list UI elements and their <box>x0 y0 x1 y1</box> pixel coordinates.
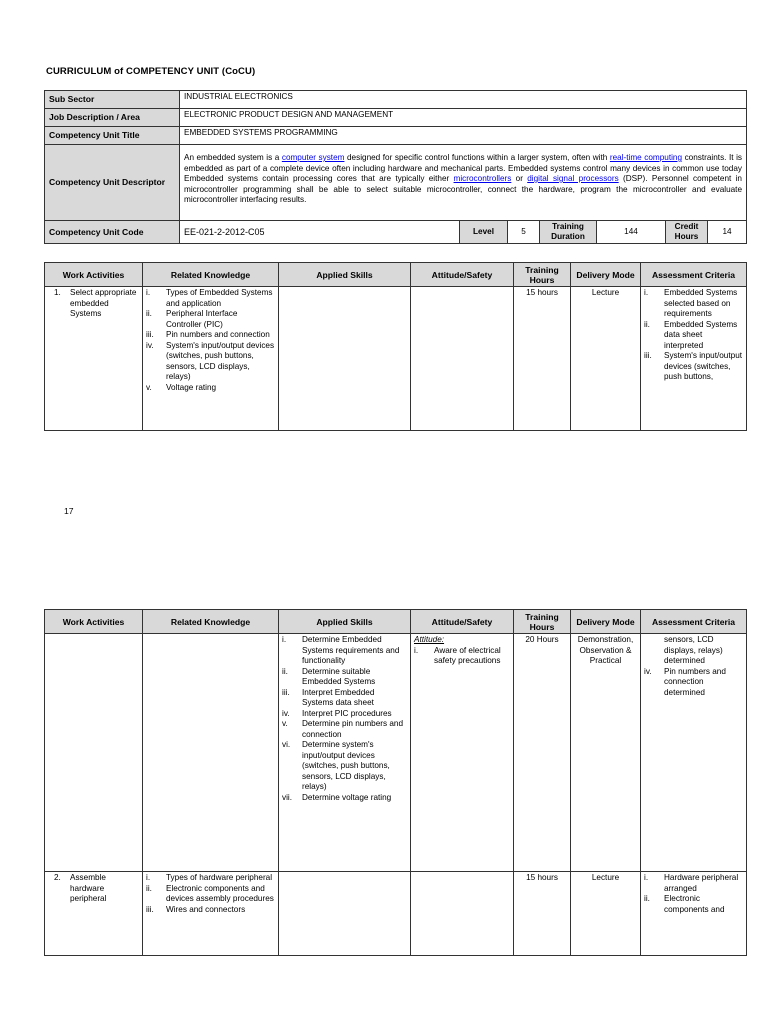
header-related-knowledge: Related Knowledge <box>143 263 279 287</box>
list-item: i. Determine Embedded Systems requirements and functionality <box>282 635 400 665</box>
attitude-safety-cell <box>411 634 514 872</box>
list-item: iii. Interpret Embedded Systems data sheet <box>282 687 375 707</box>
list-item: i. Types of Embedded Systems and application <box>146 288 273 308</box>
training-hours-cell: 15 hours <box>514 872 571 956</box>
header-work-activities: Work Activities <box>45 610 143 634</box>
delivery-mode-cell: Demonstration, Observation & Practical <box>571 634 641 872</box>
activities-table-1 <box>44 262 747 431</box>
list-item: i. Types of hardware peripheral <box>146 873 273 882</box>
activities-table-2 <box>44 609 747 956</box>
attitude-safety-cell <box>411 287 514 431</box>
training-duration-value: 144 <box>597 221 666 244</box>
training-hours-cell: 15 hours <box>514 287 571 431</box>
computer-system-link[interactable]: computer system <box>281 153 345 162</box>
document-title: CURRICULUM of COMPETENCY UNIT (CoCU) <box>46 66 256 77</box>
unit-code-label: Competency Unit Code <box>45 221 180 244</box>
header-work-activities: Work Activities <box>45 263 143 287</box>
related-knowledge-cell <box>143 872 279 956</box>
real-time-computing-link[interactable]: real-time computing <box>609 153 683 162</box>
digital-signal-processors-link[interactable]: digital signal processors <box>527 174 619 183</box>
header-related-knowledge: Related Knowledge <box>143 610 279 634</box>
header-assessment-criteria: Assessment Criteria <box>641 263 747 287</box>
assessment-continuation: sensors, LCD displays, relays) determined <box>664 635 723 665</box>
delivery-mode-cell: Lecture <box>571 872 641 956</box>
descriptor-label: Competency Unit Descriptor <box>45 145 180 221</box>
related-knowledge-cell <box>143 634 279 872</box>
list-item: iii. System's input/output devices (switches, push buttons, <box>644 351 743 381</box>
list-item: v. Voltage rating <box>146 382 217 392</box>
applied-skills-cell <box>279 872 411 956</box>
header-training-hours: Training Hours <box>514 610 571 634</box>
applied-skills-cell <box>279 634 411 872</box>
credit-hours-label: Credit Hours <box>666 221 708 244</box>
training-duration-label: Training Duration <box>540 221 597 244</box>
list-item: ii. Electronic components and <box>644 894 725 914</box>
attitude-heading: Attitude: <box>414 635 445 644</box>
list-item: ii. Determine suitable Embedded Systems <box>282 666 376 686</box>
list-item: ii. Embedded Systems data sheet interpreted <box>644 319 738 350</box>
assessment-criteria-cell <box>641 287 747 431</box>
level-label: Level <box>460 221 508 244</box>
job-description-label: Job Description / Area <box>45 109 180 127</box>
header-applied-skills: Applied Skills <box>279 610 411 634</box>
list-item: iv. System's input/output devices (switches, push buttons, sensors, LCD displays, relays) <box>146 340 275 381</box>
unit-code-value: EE-021-2-2012-C05 <box>180 221 460 244</box>
sub-sector-label: Sub Sector <box>45 91 180 109</box>
list-item: i. Embedded Systems selected based on requirements <box>644 288 738 318</box>
training-hours-cell: 20 Hours <box>514 634 571 872</box>
sub-sector-value: INDUSTRIAL ELECTRONICS <box>180 91 747 109</box>
header-delivery-mode: Delivery Mode <box>571 610 641 634</box>
related-knowledge-cell <box>143 287 279 431</box>
microcontrollers-link[interactable]: microcontrollers <box>453 174 512 183</box>
header-attitude-safety: Attitude/Safety <box>411 610 514 634</box>
list-item: iii. Wires and connectors <box>146 904 246 914</box>
assessment-criteria-cell <box>641 634 747 872</box>
delivery-mode-cell: Lecture <box>571 287 641 431</box>
list-item: i. Aware of electrical safety precautions <box>414 645 501 665</box>
header-assessment-criteria: Assessment Criteria <box>641 610 747 634</box>
list-item: iv. Pin numbers and connection determined <box>644 666 726 697</box>
list-item: i. Hardware peripheral arranged <box>644 873 739 893</box>
descriptor-text: An embedded system is a computer system designed for specific control functions within a larger system, often with real-time computing constraints. It is embedded as part of a complete device often including hardware and mechanical parts. Embedded systems control many devices in common use today Embedded systems contain processing cores that are typically either microcontrollers or digital signal processors (DSP). Personnel competent in microcontroller programming shall be able to select suitable microcontroller, connect the hardware, program the microcontroller and evaluate microcontroller interfacing results. <box>180 145 747 221</box>
unit-title-label: Competency Unit Title <box>45 127 180 145</box>
credit-hours-value: 14 <box>708 221 747 244</box>
attitude-safety-cell <box>411 872 514 956</box>
list-item: iv. Interpret PIC procedures <box>282 708 392 718</box>
page-number: 17 <box>64 506 74 516</box>
list-item: ii. Electronic components and devices assembly procedures <box>146 883 274 903</box>
header-delivery-mode: Delivery Mode <box>571 263 641 287</box>
header-applied-skills: Applied Skills <box>279 263 411 287</box>
header-training-hours: Training Hours <box>514 263 571 287</box>
list-item: v. Determine pin numbers and connection <box>282 719 404 739</box>
header-attitude-safety: Attitude/Safety <box>411 263 514 287</box>
competency-info-table <box>44 90 747 244</box>
list-item: ii. Peripheral Interface Controller (PIC) <box>146 309 238 329</box>
work-activity-cell <box>45 634 143 872</box>
list-item: iii. Pin numbers and connection <box>146 330 270 339</box>
assessment-criteria-cell <box>641 872 747 956</box>
work-activity-cell: 1. Select appropriate embedded Systems <box>45 287 143 431</box>
list-item: vii. Determine voltage rating <box>282 792 392 802</box>
applied-skills-cell <box>279 287 411 431</box>
job-description-value: ELECTRONIC PRODUCT DESIGN AND MANAGEMENT <box>180 109 747 127</box>
list-item: vi. Determine system's input/output devices (switches, push buttons, sensors, LCD displays, relays) <box>282 740 390 791</box>
work-activity-cell: 2. Assemble hardware peripheral <box>45 872 143 956</box>
unit-title-value: EMBEDDED SYSTEMS PROGRAMMING <box>180 127 747 145</box>
level-value: 5 <box>508 221 540 244</box>
